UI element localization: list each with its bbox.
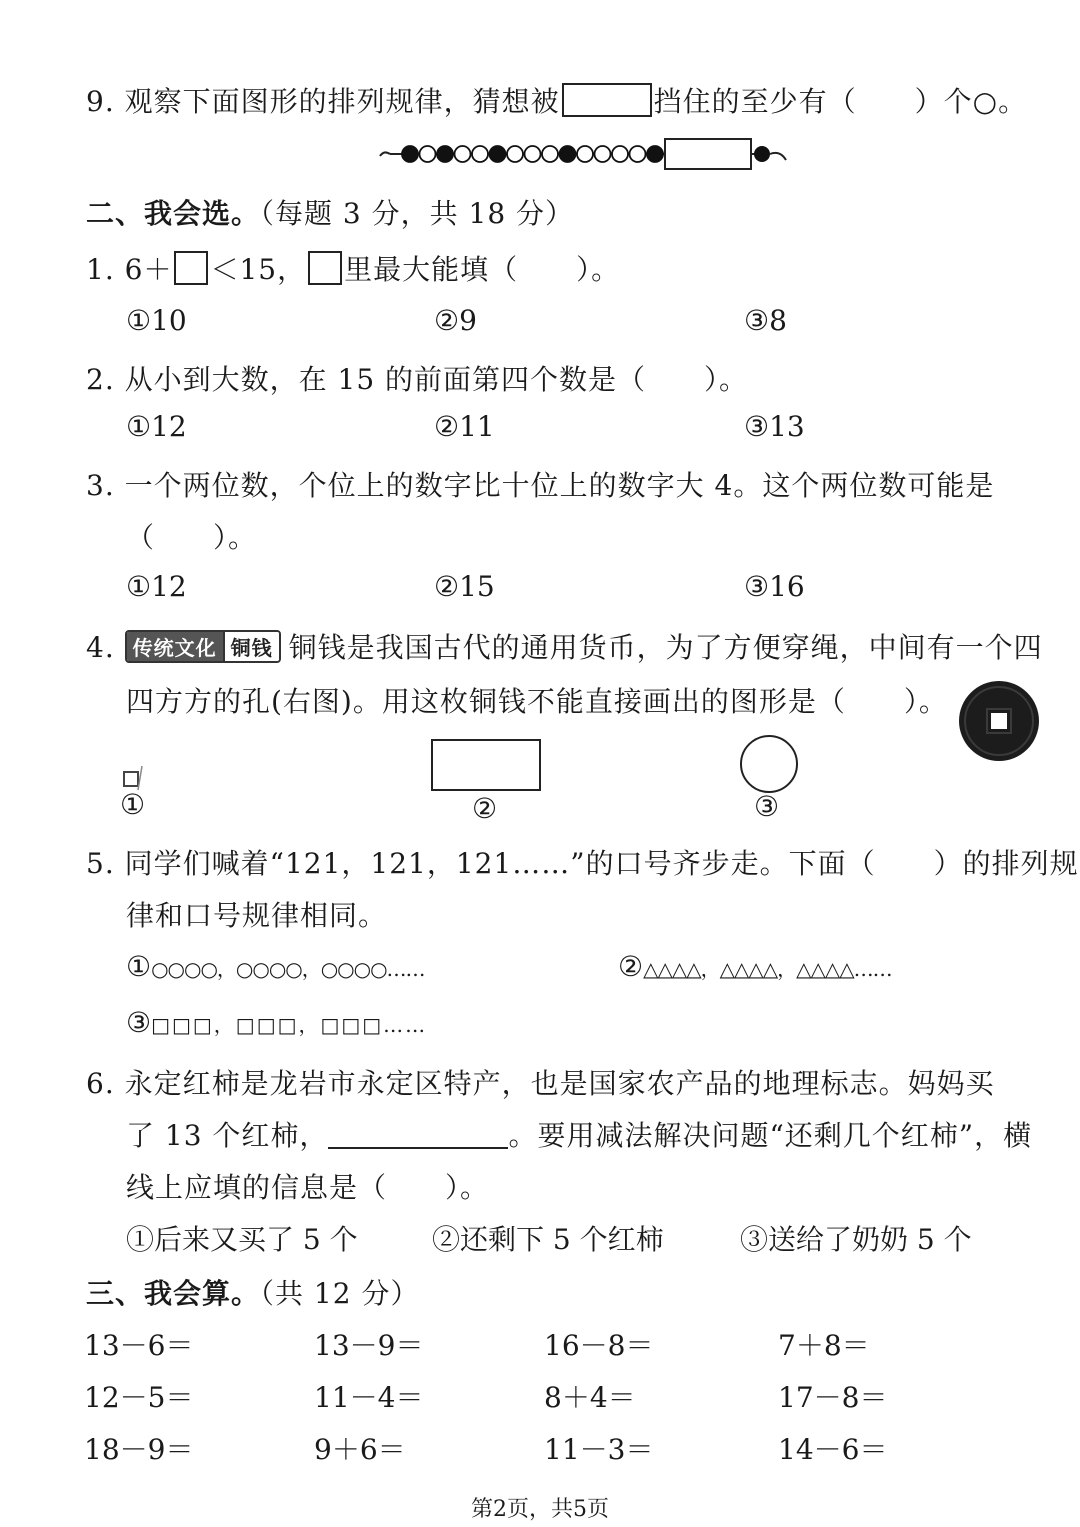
s2-question-1: 1. 6＋ ＜15， 里最大能填（ ）。	[86, 253, 621, 286]
s2-question-3: 3. 一个两位数，个位上的数字比十位上的数字大 4。这个两位数可能是	[86, 469, 995, 502]
black-bead	[560, 146, 576, 162]
calc-item: 14－6＝	[778, 1433, 888, 1466]
calc-item: 11－3＝	[544, 1433, 654, 1466]
white-bead	[595, 146, 611, 162]
option-1: ①○○○○，○○○○，○○○○……	[126, 950, 425, 983]
question-9	[86, 80, 1027, 120]
option-2: ②9	[434, 304, 477, 337]
rectangle-shape	[430, 738, 542, 794]
black-bead	[647, 146, 663, 162]
culture-tag: 传统文化 铜钱	[125, 630, 281, 663]
calc-item: 12－5＝	[84, 1381, 194, 1414]
option-1: ①10	[126, 304, 187, 337]
option-1: ①12	[126, 410, 187, 443]
triangle-pattern: △△△△，△△△△，△△△△……	[643, 957, 892, 981]
option-3: ③13	[744, 410, 805, 443]
white-bead	[507, 146, 523, 162]
black-bead	[402, 146, 418, 162]
answer-box	[308, 251, 342, 285]
square-pattern: □□□，□□□，□□□……	[151, 1013, 428, 1037]
option-2: ②11	[434, 410, 495, 443]
calc-item: 18－9＝	[84, 1433, 194, 1466]
question-number: 9.	[86, 85, 115, 118]
fill-in-line	[328, 1125, 508, 1149]
circle-pattern: ○○○○，○○○○，○○○○……	[151, 957, 425, 981]
cover-box	[562, 83, 652, 117]
calc-item: 13－6＝	[84, 1329, 194, 1362]
option-2: ②15	[434, 570, 495, 603]
s2-question-4-cont: 四方方的孔(右图)。用这枚铜钱不能直接画出的图形是（ ）。	[126, 685, 948, 718]
option-1: ①12	[126, 570, 187, 603]
copper-coin-image	[958, 680, 1040, 762]
calc-item: 17－8＝	[778, 1381, 888, 1414]
bead-pattern	[380, 136, 800, 176]
black-bead	[437, 146, 453, 162]
calc-item: 8＋4＝	[544, 1381, 636, 1414]
s2-question-6-cont: 了 13 个红柿， 。要用减法解决问题“还剩几个红柿”，横	[126, 1119, 1033, 1152]
s2-question-4: 4. 传统文化 铜钱 铜钱是我国古代的通用货币，为了方便穿绳，中间有一个四	[86, 631, 1043, 664]
white-bead	[612, 146, 628, 162]
section-2-title: 二、我会选。（每题 3 分，共 18 分）	[86, 197, 575, 230]
white-bead	[542, 146, 558, 162]
circle-shape	[738, 734, 800, 794]
s2-question-5: 5. 同学们喊着“121，121，121……”的口号齐步走。下面（ ）的排列规	[86, 847, 1079, 880]
s2-question-3-cont: （ ）。	[126, 521, 258, 554]
page-footer: 第2页，共5页	[471, 1497, 609, 1522]
option-2: ②	[472, 792, 498, 825]
option-1: ①	[120, 788, 146, 821]
s2-question-5-cont: 律和口号规律相同。	[126, 899, 388, 932]
option-3: ③8	[744, 304, 787, 337]
option-3: ③	[754, 790, 780, 823]
white-bead	[630, 146, 646, 162]
white-bead	[420, 146, 436, 162]
s2-question-2: 2. 从小到大数，在 15 的前面第四个数是（ ）。	[86, 363, 749, 396]
white-bead	[472, 146, 488, 162]
option-3: ③送给了奶奶 5 个	[740, 1223, 972, 1256]
question-text: 挡住的至少有（ ）个○。	[653, 85, 1028, 118]
option-2: ②还剩下 5 个红柿	[432, 1223, 664, 1256]
s2-question-6-cont2: 线上应填的信息是（ ）。	[126, 1171, 490, 1204]
calc-item: 7＋8＝	[778, 1329, 870, 1362]
answer-box	[174, 251, 208, 285]
white-bead	[455, 146, 471, 162]
calc-item: 16－8＝	[544, 1329, 654, 1362]
section-3-title: 三、我会算。（共 12 分）	[86, 1277, 420, 1310]
s2-question-6: 6. 永定红柿是龙岩市永定区特产，也是国家农产品的地理标志。妈妈买	[86, 1067, 995, 1100]
calc-item: 11－4＝	[314, 1381, 424, 1414]
calc-item: 13－9＝	[314, 1329, 424, 1362]
option-3: ③16	[744, 570, 805, 603]
white-bead	[525, 146, 541, 162]
white-bead	[577, 146, 593, 162]
option-3: ③□□□，□□□，□□□……	[126, 1006, 428, 1039]
black-bead	[490, 146, 506, 162]
question-text: 观察下面图形的排列规律，猜想被	[124, 85, 560, 118]
option-2: ②△△△△，△△△△，△△△△……	[618, 950, 892, 983]
option-1: ①后来又买了 5 个	[126, 1223, 358, 1256]
calc-item: 9＋6＝	[314, 1433, 406, 1466]
